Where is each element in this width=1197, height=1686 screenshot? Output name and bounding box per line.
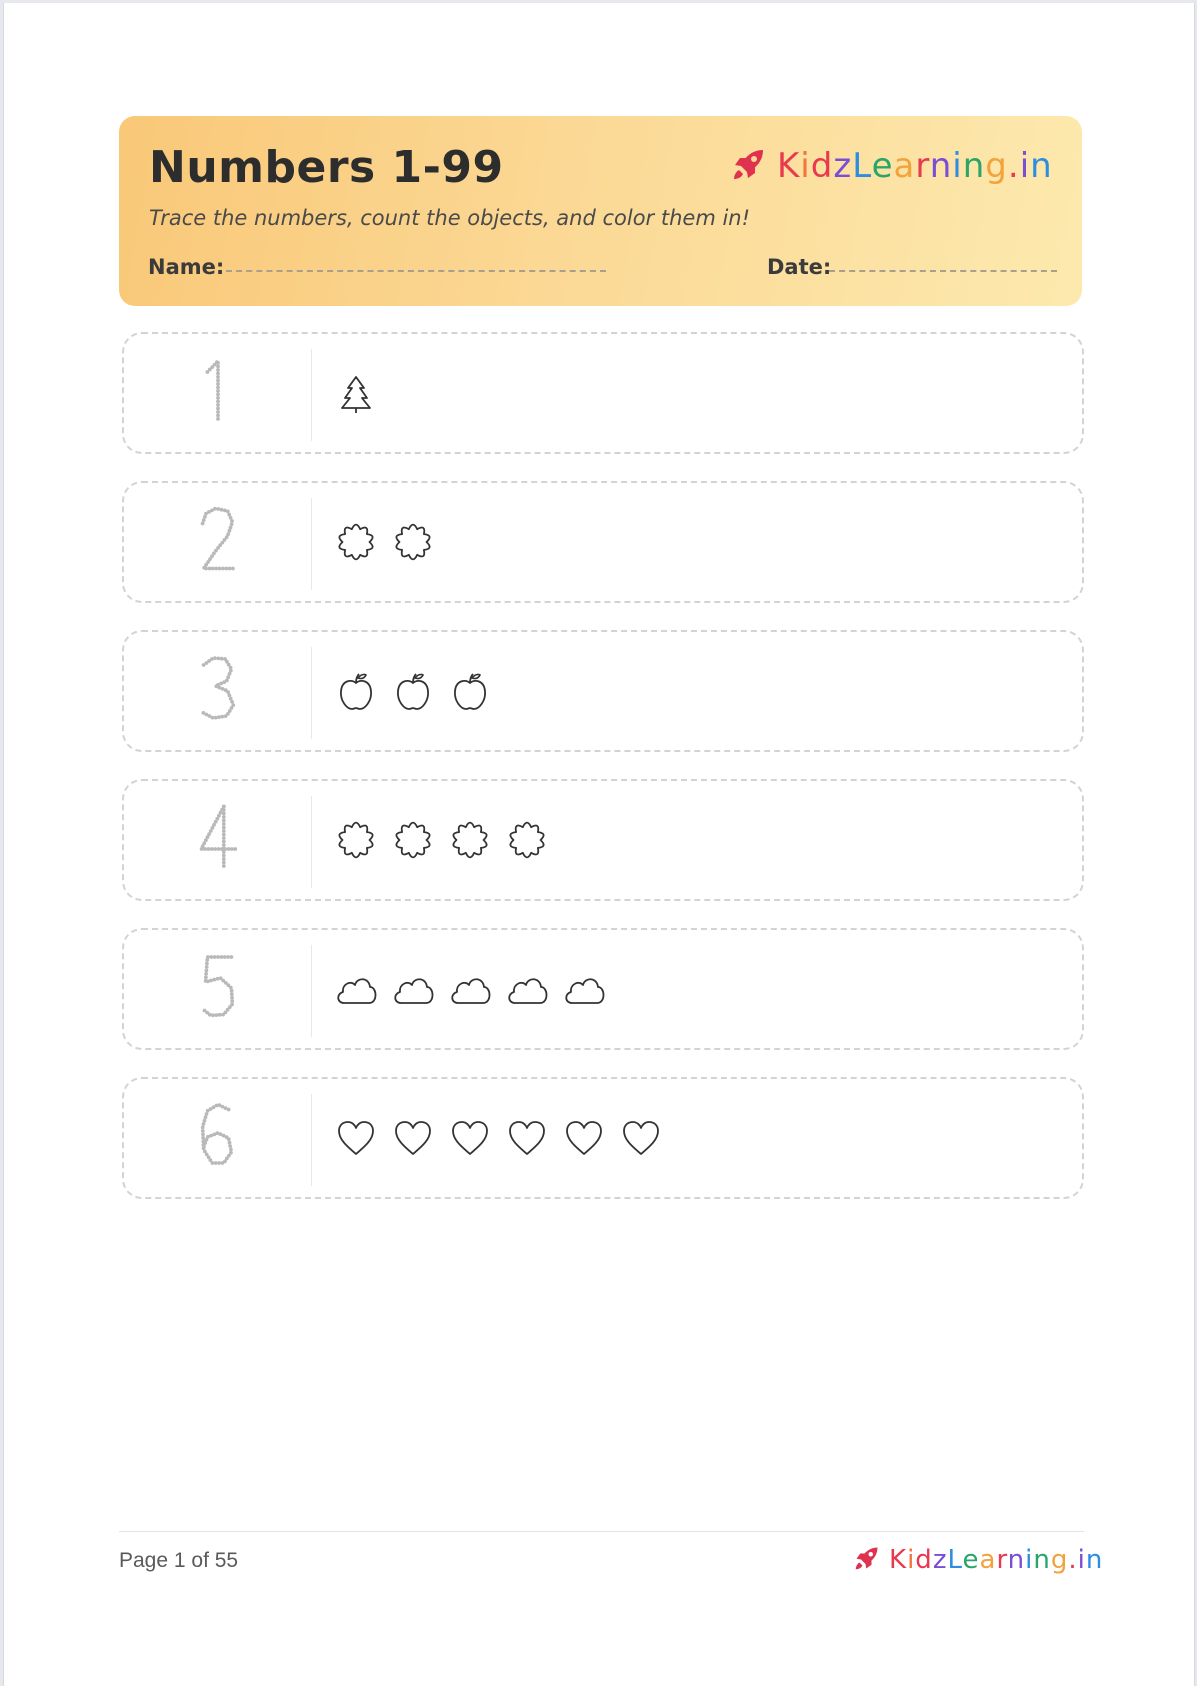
traceable-number[interactable]	[124, 781, 311, 898]
heart-icon[interactable]	[334, 1116, 378, 1160]
counting-objects	[334, 967, 606, 1011]
cloud-icon[interactable]	[334, 967, 378, 1011]
traceable-number[interactable]	[124, 930, 311, 1047]
name-field[interactable]	[226, 270, 606, 272]
heart-icon[interactable]	[448, 1116, 492, 1160]
row-divider	[311, 945, 312, 1037]
page-title: Numbers 1-99	[149, 142, 504, 193]
instructions: Trace the numbers, count the objects, and color them in!	[149, 206, 751, 230]
number-row	[122, 779, 1084, 901]
row-divider	[311, 796, 312, 888]
worksheet-page	[3, 3, 1195, 1686]
row-divider	[311, 1094, 312, 1186]
rocket-icon	[852, 1543, 882, 1577]
traceable-number[interactable]	[124, 483, 311, 600]
heart-icon[interactable]	[562, 1116, 606, 1160]
flower-icon[interactable]	[391, 520, 435, 564]
rocket-icon	[729, 144, 769, 188]
counting-objects	[334, 818, 549, 862]
footer-divider	[119, 1531, 1084, 1532]
row-divider	[311, 349, 312, 441]
page-number: Page 1 of 55	[119, 1549, 239, 1572]
heart-icon[interactable]	[391, 1116, 435, 1160]
counting-objects	[334, 669, 492, 713]
number-row	[122, 928, 1084, 1050]
date-label: Date:	[767, 255, 832, 279]
tree-icon[interactable]	[334, 371, 378, 415]
row-divider	[311, 498, 312, 590]
name-label: Name:	[148, 255, 225, 279]
apple-icon[interactable]	[334, 669, 378, 713]
flower-icon[interactable]	[448, 818, 492, 862]
date-field[interactable]	[829, 270, 1057, 272]
brand-name: KidzLearning.in	[889, 1545, 1104, 1575]
row-divider	[311, 647, 312, 739]
counting-objects	[334, 371, 378, 415]
worksheet-header	[119, 116, 1082, 306]
number-row	[122, 630, 1084, 752]
number-row	[122, 481, 1084, 603]
apple-icon[interactable]	[391, 669, 435, 713]
heart-icon[interactable]	[619, 1116, 663, 1160]
number-row	[122, 1077, 1084, 1199]
flower-icon[interactable]	[334, 520, 378, 564]
traceable-number[interactable]	[124, 1079, 311, 1196]
apple-icon[interactable]	[448, 669, 492, 713]
traceable-number[interactable]	[124, 334, 311, 451]
cloud-icon[interactable]	[448, 967, 492, 1011]
brand-name: KidzLearning.in	[777, 146, 1053, 186]
heart-icon[interactable]	[505, 1116, 549, 1160]
flower-icon[interactable]	[505, 818, 549, 862]
cloud-icon[interactable]	[562, 967, 606, 1011]
cloud-icon[interactable]	[505, 967, 549, 1011]
flower-icon[interactable]	[391, 818, 435, 862]
flower-icon[interactable]	[334, 818, 378, 862]
counting-objects	[334, 1116, 663, 1160]
counting-objects	[334, 520, 435, 564]
cloud-icon[interactable]	[391, 967, 435, 1011]
brand-logo	[729, 146, 1053, 186]
footer-brand-logo	[852, 1543, 1103, 1577]
traceable-number[interactable]	[124, 632, 311, 749]
number-row	[122, 332, 1084, 454]
